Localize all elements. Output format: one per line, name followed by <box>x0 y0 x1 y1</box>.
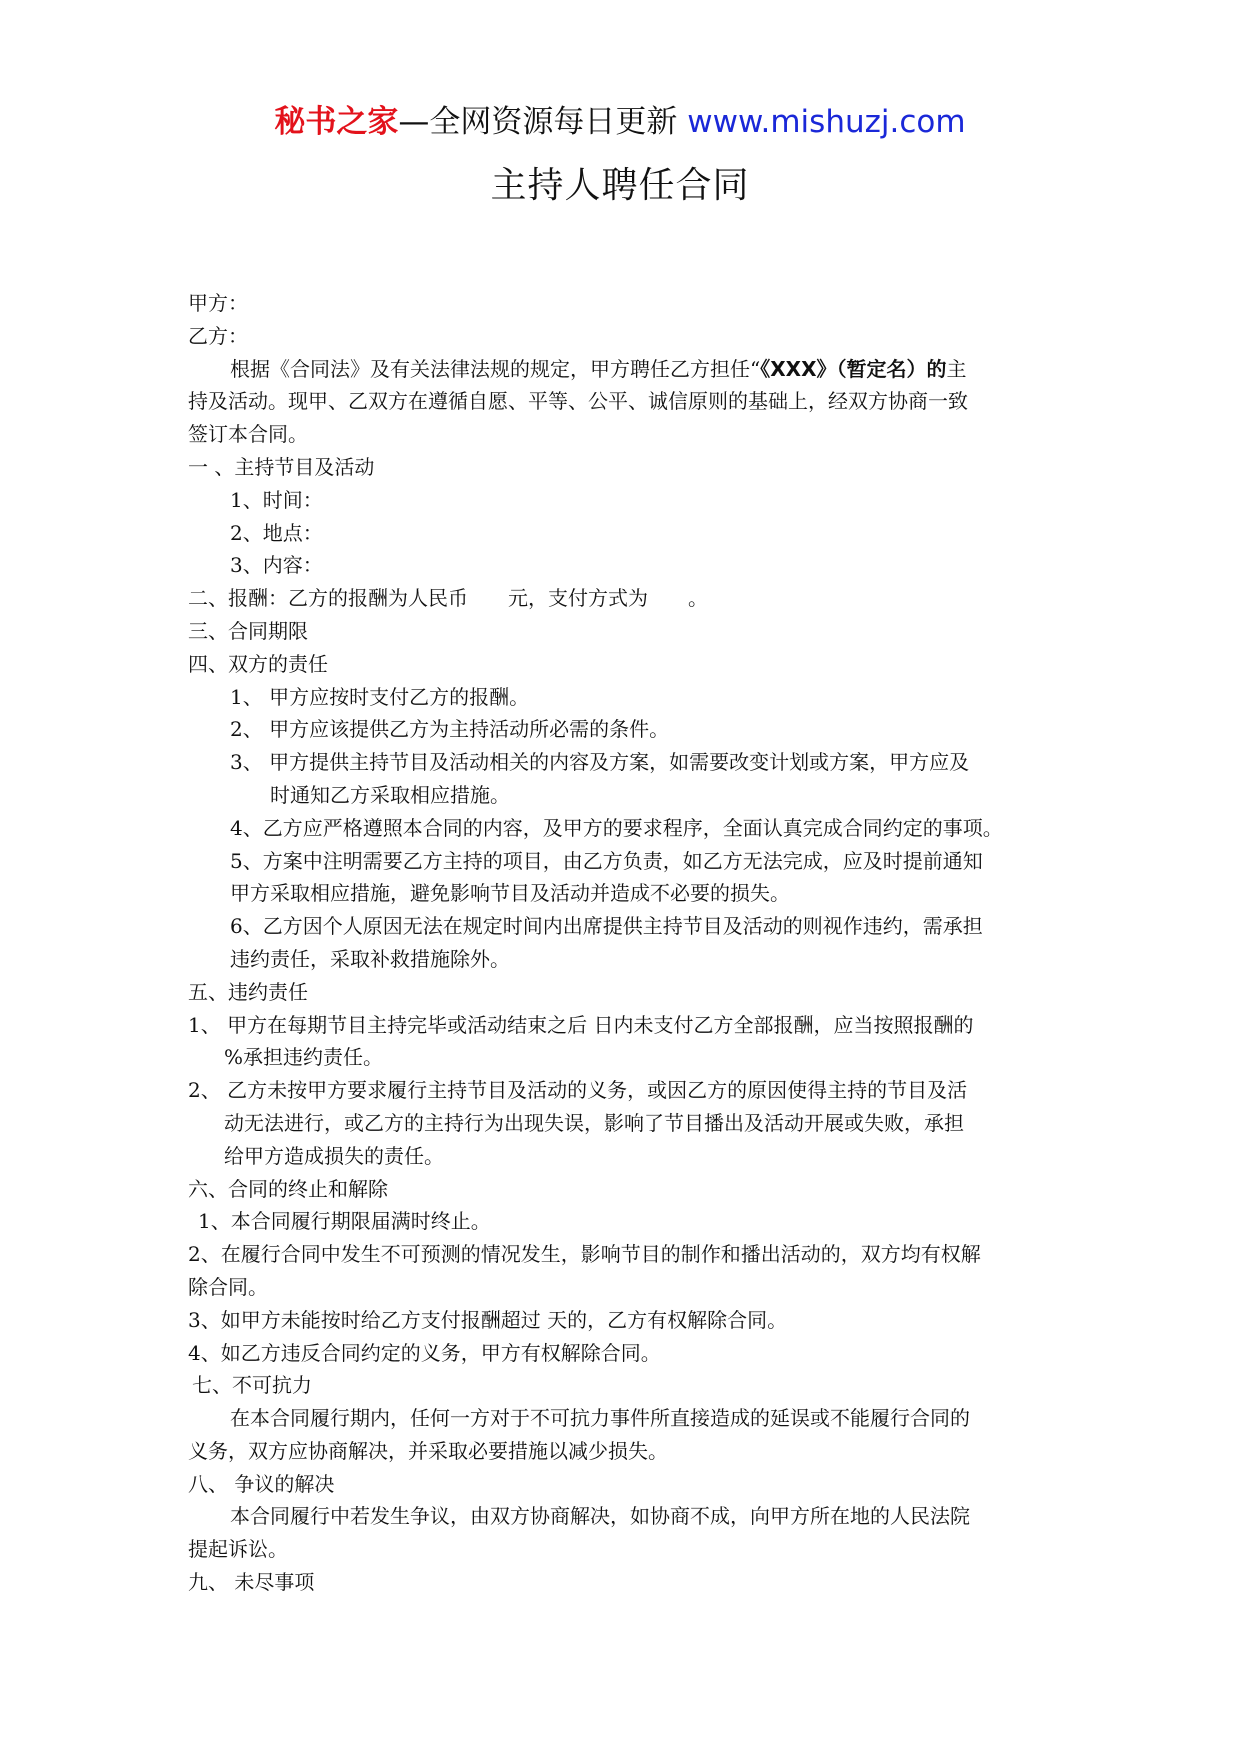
document-line <box>188 779 1068 812</box>
line-text: 三、合同期限 <box>188 618 308 643</box>
document-line <box>188 1238 1068 1271</box>
document-line <box>188 615 1068 648</box>
document-line <box>188 418 1068 451</box>
line-text: 1、本合同履行期限届满时终止。 <box>198 1209 491 1234</box>
banner-url-link[interactable]: www.mishuzj.com <box>687 104 966 140</box>
line-text: 九、 未尽事项 <box>188 1570 315 1595</box>
line-text: 时通知乙方采取相应措施。 <box>270 782 510 807</box>
line-emphasis: 《XXX》（暂定名）的 <box>760 356 947 381</box>
line-text: 5、方案中注明需要乙方主持的项目，由乙方负责，如乙方无法完成，应及时提前通知 <box>230 848 983 873</box>
document-title: 主持人聘任合同 <box>490 165 750 206</box>
line-text: 4、乙方应严格遵照本合同的内容，及甲方的要求程序，全面认真完成合同约定的事项。 <box>230 815 1003 840</box>
document-line <box>188 385 1068 418</box>
document-line <box>188 1337 1068 1370</box>
document-line <box>188 1173 1068 1206</box>
document-line <box>188 1041 1068 1074</box>
line-text: 签订本合同。 <box>188 422 308 447</box>
document-line <box>188 1369 1068 1402</box>
line-text: 2、在履行合同中发生不可预测的情况发生，影响节目的制作和播出活动的，双方均有权解 <box>188 1242 981 1267</box>
document-line <box>188 1205 1068 1238</box>
line-text: 二、报酬：乙方的报酬为人民币 元，支付方式为 。 <box>188 586 708 611</box>
line-text: 根据《合同法》及有关法律法规的规定，甲方聘任乙方担任“ <box>230 356 761 381</box>
line-tail: 主 <box>946 356 967 381</box>
line-text: 乙方： <box>188 323 248 348</box>
document-line <box>188 517 1068 550</box>
line-text: 提起诉讼。 <box>188 1537 288 1562</box>
document-line <box>188 1533 1068 1566</box>
line-text: 违约责任，采取补救措施除外。 <box>230 946 510 971</box>
document-line <box>188 353 1068 386</box>
document-line <box>188 1271 1068 1304</box>
line-text: 本合同履行中若发生争议，由双方协商解决，如协商不成，向甲方所在地的人民法院 <box>230 1504 970 1529</box>
document-line <box>188 943 1068 976</box>
line-text: 2、 甲方应该提供乙方为主持活动所必需的条件。 <box>230 717 670 742</box>
line-text: 五、违约责任 <box>188 979 308 1004</box>
document-line <box>188 713 1068 746</box>
line-text: 3、如甲方未能按时给乙方支付报酬超过 天的，乙方有权解除合同。 <box>188 1307 788 1332</box>
document-line <box>188 681 1068 714</box>
document-line <box>188 582 1068 615</box>
line-text: 一 、主持节目及活动 <box>188 454 375 479</box>
document-line <box>188 287 1068 320</box>
line-text: 四、双方的责任 <box>188 651 328 676</box>
document-body <box>188 287 1068 1599</box>
banner-brand: 秘书之家 <box>274 104 399 140</box>
document-line <box>188 1304 1068 1337</box>
line-text: 甲方： <box>188 291 248 315</box>
document-line <box>188 1402 1068 1435</box>
line-text: 3、内容： <box>230 553 323 578</box>
line-text: 甲方采取相应措施，避免影响节目及活动并造成不必要的损失。 <box>230 881 790 906</box>
document-line <box>188 1468 1068 1501</box>
line-text: 1、时间： <box>230 487 323 512</box>
line-text: 3、 甲方提供主持节目及活动相关的内容及方案，如需要改变计划或方案，甲方应及 <box>230 750 970 775</box>
site-banner <box>0 100 1240 144</box>
line-text: 给甲方造成损失的责任。 <box>224 1143 444 1168</box>
line-text: 6、乙方因个人原因无法在规定时间内出席提供主持节目及活动的则视作违约，需承担 <box>230 914 983 939</box>
line-text: 2、 乙方未按甲方要求履行主持节目及活动的义务，或因乙方的原因使得主持的节目及活 <box>188 1078 968 1103</box>
line-text: %承担违约责任。 <box>224 1045 384 1070</box>
line-text: 2、地点： <box>230 520 323 545</box>
document-line <box>188 812 1068 845</box>
document-line <box>188 910 1068 943</box>
line-text: 1、 甲方应按时支付乙方的报酬。 <box>230 684 530 709</box>
document-line <box>188 320 1068 353</box>
line-text: 义务，双方应协商解决，并采取必要措施以减少损失。 <box>188 1438 668 1463</box>
document-line <box>188 976 1068 1009</box>
document-line <box>188 451 1068 484</box>
document-line <box>188 1500 1068 1533</box>
document-line <box>188 1107 1068 1140</box>
line-text: 在本合同履行期内，任何一方对于不可抗力事件所直接造成的延误或不能履行合同的 <box>230 1406 970 1431</box>
document-line <box>188 1074 1068 1107</box>
document-line <box>188 746 1068 779</box>
document-line <box>188 484 1068 517</box>
line-text: 动无法进行，或乙方的主持行为出现失误，影响了节目播出及活动开展或失败，承担 <box>224 1110 964 1135</box>
document-line <box>188 1566 1068 1599</box>
document-line <box>188 1140 1068 1173</box>
line-text: 1、 甲方在每期节目主持完毕或活动结束之后 日内未支付乙方全部报酬，应当按照报酬的 <box>188 1012 974 1037</box>
line-text: 除合同。 <box>188 1274 268 1299</box>
document-line <box>188 1435 1068 1468</box>
line-text: 持及活动。现甲、乙双方在遵循自愿、平等、公平、诚信原则的基础上，经双方协商一致 <box>188 389 968 414</box>
document-line <box>188 845 1068 878</box>
line-text: 4、如乙方违反合同约定的义务，甲方有权解除合同。 <box>188 1340 661 1365</box>
line-text: 七、不可抗力 <box>192 1373 312 1398</box>
line-text: 六、合同的终止和解除 <box>188 1176 388 1201</box>
document-line <box>188 549 1068 582</box>
document-line <box>188 648 1068 681</box>
banner-slogan: —全网资源每日更新 <box>398 104 688 140</box>
document-line <box>188 1009 1068 1042</box>
document-line <box>188 877 1068 910</box>
line-text: 八、 争议的解决 <box>188 1471 335 1496</box>
